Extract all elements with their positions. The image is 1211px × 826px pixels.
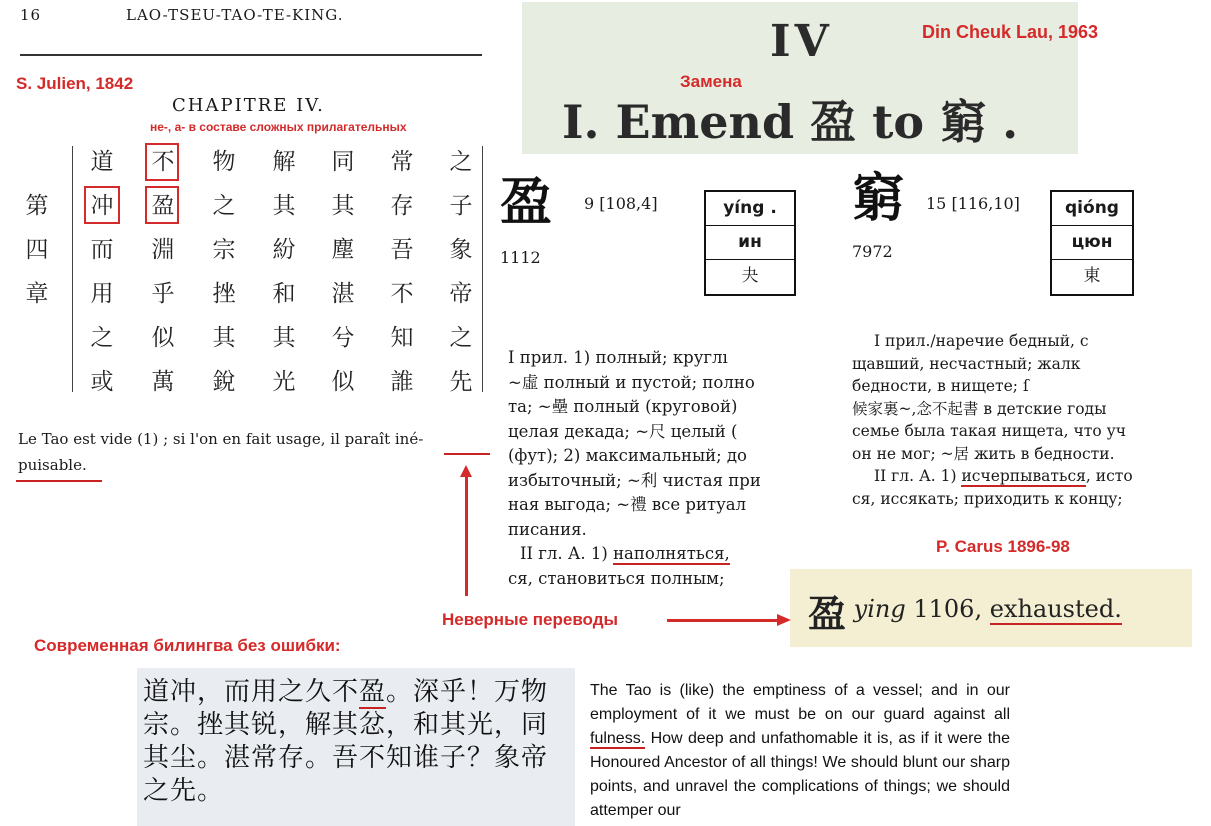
glyph: 宗 bbox=[212, 237, 236, 263]
underlined-term: исчерпываться bbox=[961, 467, 1086, 485]
text-column bbox=[85, 140, 119, 404]
chinese-text bbox=[143, 676, 571, 808]
underlined-term: наполняться, bbox=[613, 544, 730, 563]
arrow-up-shaft bbox=[465, 476, 468, 596]
definition-line bbox=[508, 542, 761, 567]
definition-body bbox=[852, 330, 1133, 510]
header-rule bbox=[20, 54, 482, 56]
zh-segment: 。深乎！万物宗。挫其锐，解其忿，和其光，同其尘。湛常存。吾不知谁子？象帝之先。 bbox=[143, 677, 549, 806]
glyph: 湛 bbox=[331, 281, 355, 307]
reading-table bbox=[704, 190, 796, 296]
glyph: 兮 bbox=[331, 325, 355, 351]
text-column bbox=[326, 140, 360, 404]
definition-line: он не мог; ~居 жить в бедности. bbox=[852, 444, 1115, 463]
column-rule bbox=[482, 146, 483, 392]
glyph: 銳 bbox=[212, 369, 236, 395]
carus-number: 1106, bbox=[913, 595, 983, 623]
label-julien: S. Julien, 1842 bbox=[16, 74, 134, 93]
glyph: 物 bbox=[212, 149, 236, 175]
definition-line: ная выгода; ~禮 все ритуал bbox=[508, 495, 747, 514]
en-segment: How deep and unfathomable it is, as if it were the Honoured Ancestor of all things! We should blunt our sharp points, and unravel the complications of things; we should attemper our bbox=[590, 730, 1010, 819]
headword: 盈 bbox=[500, 173, 553, 233]
reading-glyph: 夬 bbox=[741, 266, 759, 286]
definition-line: бедности, в нищете; ſ bbox=[852, 377, 1029, 395]
glyph: 淵 bbox=[151, 237, 175, 263]
text-column bbox=[385, 140, 419, 404]
definition-line: ся, иссякать; приходить к концу; bbox=[852, 489, 1123, 508]
definition-body bbox=[508, 346, 761, 590]
reading-pinyin: qióng bbox=[1052, 192, 1132, 226]
running-head: LAO-TSEU-TAO-TE-KING. bbox=[126, 6, 344, 24]
glyph: 萬 bbox=[151, 369, 175, 395]
en-underlined: fulness. bbox=[590, 730, 646, 747]
glyph: 象 bbox=[449, 237, 473, 263]
definition-line: 候家裏~,念不起書 в детские годы bbox=[852, 399, 1107, 418]
radical-ref: 15 [116,10] bbox=[926, 194, 1020, 213]
glyph: 之 bbox=[90, 325, 114, 351]
glyph: 子 bbox=[449, 193, 473, 219]
chinese-text-box bbox=[137, 668, 575, 826]
arrow-up-icon bbox=[460, 465, 472, 477]
column-rule bbox=[72, 146, 73, 392]
reading-pinyin: yíng . bbox=[706, 192, 794, 226]
glyph: 之 bbox=[212, 193, 236, 219]
glyph: 不 bbox=[390, 281, 414, 307]
english-translation bbox=[590, 679, 1010, 823]
glyph: 似 bbox=[331, 369, 355, 395]
underline-mark bbox=[444, 453, 490, 455]
reading-cyrillic: цюн bbox=[1052, 226, 1132, 260]
glyph: 同 bbox=[331, 149, 355, 175]
label-carus: P. Carus 1896-98 bbox=[936, 537, 1070, 556]
glyph: 吾 bbox=[390, 237, 414, 263]
gl-prefix: II гл. А. 1) bbox=[874, 467, 962, 485]
glyph: 第 bbox=[25, 193, 49, 219]
glyph: 塵 bbox=[331, 237, 355, 263]
definition-line: (фут); 2) максимальный; до bbox=[508, 446, 747, 465]
glyph: 挫 bbox=[212, 281, 236, 307]
definition-line: I прил. 1) полный; круглı bbox=[508, 348, 728, 367]
carus-entry bbox=[790, 569, 1192, 647]
radical-ref: 9 [108,4] bbox=[584, 194, 658, 213]
glyph: 用 bbox=[90, 281, 114, 307]
definition-line: ся, становиться полным; bbox=[508, 568, 725, 588]
text-column bbox=[267, 140, 301, 404]
chapter-number: IV bbox=[770, 16, 833, 67]
highlight-box-chong bbox=[84, 186, 120, 224]
text-column bbox=[207, 140, 241, 404]
glyph: 四 bbox=[25, 237, 49, 263]
glyph: 盈 bbox=[151, 193, 175, 219]
definition-line: избыточный; ~利 чистая при bbox=[508, 470, 761, 490]
carus-pinyin: ying bbox=[853, 595, 906, 623]
zh-underlined: 盈 bbox=[359, 677, 387, 707]
glyph: 乎 bbox=[151, 281, 175, 307]
reading-cyrillic: ин bbox=[706, 226, 794, 260]
carus-glyph: 盈 bbox=[808, 592, 847, 636]
entry-code: 1112 bbox=[500, 248, 541, 267]
glyph: 之 bbox=[449, 325, 473, 351]
definition-line: целая декада; ~尺 целый ( bbox=[508, 421, 738, 441]
glyph: 其 bbox=[212, 325, 236, 351]
glyph: 不 bbox=[151, 149, 175, 175]
entry-code: 7972 bbox=[852, 242, 893, 261]
zh-segment: 道冲，而用之久不 bbox=[143, 677, 360, 707]
carus-line bbox=[808, 583, 1122, 638]
glyph: 解 bbox=[272, 149, 296, 175]
glyph: 紛 bbox=[272, 237, 296, 263]
label-zamena: Замена bbox=[680, 72, 742, 91]
definition-line: та; ~壘 полный (круговой) bbox=[508, 397, 738, 416]
glyph: 或 bbox=[90, 369, 114, 395]
glyph: 之 bbox=[449, 149, 473, 175]
headword: 窮 bbox=[852, 169, 905, 229]
translation-line: Le Tao est vide (1) ; si l'on en fait usage, il paraît iné- bbox=[18, 430, 424, 448]
definition-line: писания. bbox=[508, 519, 587, 539]
arrow-right-shaft bbox=[667, 619, 779, 622]
page-number: 16 bbox=[20, 6, 42, 24]
glyph: 其 bbox=[272, 325, 296, 351]
definition-line: щавший, несчастный; жалк bbox=[852, 354, 1081, 373]
glyph: 而 bbox=[90, 237, 114, 263]
glyph: 其 bbox=[272, 193, 296, 219]
en-segment: The Tao is (like) the emptiness of a vessel; and in our employment of it we must be on our guard against all bbox=[590, 682, 1010, 723]
emendation-line: I. Emend 盈 to 窮 . bbox=[562, 95, 1019, 149]
highlight-box-bu bbox=[145, 143, 179, 181]
label-din: Din Cheuk Lau, 1963 bbox=[922, 22, 1099, 42]
dictionary-entry-ying bbox=[498, 160, 828, 590]
text-column bbox=[444, 140, 478, 404]
definition-line bbox=[852, 465, 1133, 488]
label-wrong-translations: Неверные переводы bbox=[442, 610, 619, 629]
reading-glyph: 東 bbox=[1083, 266, 1101, 286]
glyph: 先 bbox=[449, 369, 473, 395]
highlight-box-ying bbox=[145, 186, 179, 224]
definition-line: семье была такая нищета, что уч bbox=[852, 422, 1126, 440]
julien-translation bbox=[18, 426, 488, 478]
glyph: 知 bbox=[390, 325, 414, 351]
gl-suffix: , исто bbox=[1085, 467, 1133, 485]
definition-line: ~虛 полный и пустой; полно bbox=[508, 372, 755, 392]
glyph: 和 bbox=[272, 281, 296, 307]
chapter-title: CHAPITRE IV. bbox=[172, 95, 325, 116]
glyph: 其 bbox=[331, 193, 355, 219]
label-bu-note: не-, а- в составе сложных прилагательных bbox=[150, 120, 407, 134]
gl-prefix: II гл. А. 1) bbox=[520, 544, 614, 563]
glyph: 存 bbox=[390, 193, 414, 219]
glyph: 冲 bbox=[90, 193, 114, 219]
translation-line: puisable. bbox=[18, 456, 87, 474]
dictionary-entry-qiong bbox=[848, 154, 1190, 524]
glyph: 光 bbox=[272, 369, 296, 395]
chapter-column bbox=[20, 184, 54, 316]
glyph: 道 bbox=[90, 149, 114, 175]
glyph: 帝 bbox=[449, 281, 473, 307]
arrow-right-icon bbox=[777, 614, 791, 626]
glyph: 似 bbox=[151, 325, 175, 351]
glyph: 常 bbox=[390, 149, 414, 175]
glyph: 誰 bbox=[390, 369, 414, 395]
definition-line: I прил./наречие бедный, с bbox=[874, 332, 1089, 350]
label-modern-bilingual: Современная билингва без ошибки: bbox=[34, 636, 341, 655]
underline-mark bbox=[16, 480, 102, 482]
reading-table bbox=[1050, 190, 1134, 296]
glyph: 章 bbox=[25, 281, 49, 307]
carus-word: exhausted. bbox=[989, 595, 1122, 623]
